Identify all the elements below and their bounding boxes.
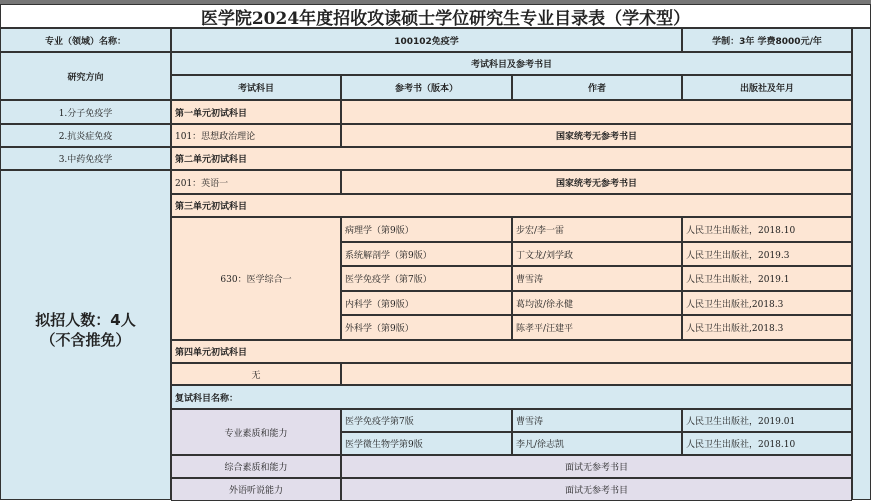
header-book: 参考书（版本）	[341, 75, 512, 100]
duration-fee: 学制：3年 学费8000元/年	[682, 28, 852, 52]
unit3-book: 医学免疫学（第7版）	[341, 266, 512, 291]
unit3-author: 陈孝平/汪建平	[512, 315, 682, 340]
retest-book: 医学免疫学第7版	[341, 409, 512, 432]
direction-item: 2.抗炎症免疫	[0, 124, 171, 147]
unit3-author: 步宏/李一雷	[512, 217, 682, 242]
retest-title: 复试科目名称：	[171, 385, 852, 409]
unit3-book: 系统解剖学（第9版）	[341, 242, 512, 266]
unit4-subject: 无	[171, 363, 341, 385]
unit1-blank	[341, 100, 852, 124]
direction-item: 1.分子免疫学	[0, 100, 171, 124]
retest-publisher: 人民卫生出版社，2018.10	[682, 432, 852, 455]
retest-language-note: 面试无参考书目	[341, 478, 852, 501]
header-group: 考试科目及参考书目	[171, 52, 852, 75]
quota-line1: 拟招人数：4人	[35, 311, 136, 329]
unit3-book: 外科学（第9版）	[341, 315, 512, 340]
header-publisher: 出版社及年月	[682, 75, 852, 100]
quota-line2: （不含推免）	[40, 331, 131, 349]
retest-author: 曹雪涛	[512, 409, 682, 432]
unit4-blank	[341, 363, 852, 385]
unit3-publisher: 人民卫生出版社，2019.3	[682, 242, 852, 266]
unit2-title: 第二单元初试科目	[171, 147, 852, 170]
retest-comprehensive-note: 面试无参考书目	[341, 455, 852, 478]
header-author: 作者	[512, 75, 682, 100]
page-title: 医学院2024年度招收攻读硕士学位研究生专业目录表（学术型）	[0, 4, 871, 28]
retest-author: 李凡/徐志凯	[512, 432, 682, 455]
unit3-book: 病理学（第9版）	[341, 217, 512, 242]
unit3-publisher: 人民卫生出版社,2018.3	[682, 315, 852, 340]
header-subject: 考试科目	[171, 75, 341, 100]
unit3-author: 葛均波/徐永健	[512, 291, 682, 315]
unit3-author: 曹雪涛	[512, 266, 682, 291]
major-value: 100102免疫学	[171, 28, 682, 52]
unit3-title: 第三单元初试科目	[171, 194, 852, 217]
retest-professional: 专业素质和能力	[171, 409, 341, 455]
unit2-note: 国家统考无参考书目	[341, 170, 852, 194]
unit3-book: 内科学（第9版）	[341, 291, 512, 315]
direction-item: 3.中药免疫学	[0, 147, 171, 170]
unit3-publisher: 人民卫生出版社，2018.10	[682, 217, 852, 242]
retest-book: 医学微生物学第9版	[341, 432, 512, 455]
unit4-title: 第四单元初试科目	[171, 340, 852, 363]
unit3-subject: 630：医学综合一	[171, 217, 341, 340]
retest-comprehensive: 综合素质和能力	[171, 455, 341, 478]
right-strip	[852, 28, 871, 500]
header-direction: 研究方向	[0, 52, 171, 100]
unit3-author: 丁文龙/刘学政	[512, 242, 682, 266]
unit3-publisher: 人民卫生出版社，2019.1	[682, 266, 852, 291]
unit1-subject: 101：思想政治理论	[171, 124, 341, 147]
unit3-publisher: 人民卫生出版社,2018.3	[682, 291, 852, 315]
major-label: 专业（领域）名称：	[0, 28, 171, 52]
enrollment-quota	[0, 170, 171, 500]
retest-publisher: 人民卫生出版社，2019.01	[682, 409, 852, 432]
retest-language: 外语听说能力	[171, 478, 341, 501]
unit1-note: 国家统考无参考书目	[341, 124, 852, 147]
unit1-title: 第一单元初试科目	[171, 100, 341, 124]
unit2-subject: 201：英语一	[171, 170, 341, 194]
